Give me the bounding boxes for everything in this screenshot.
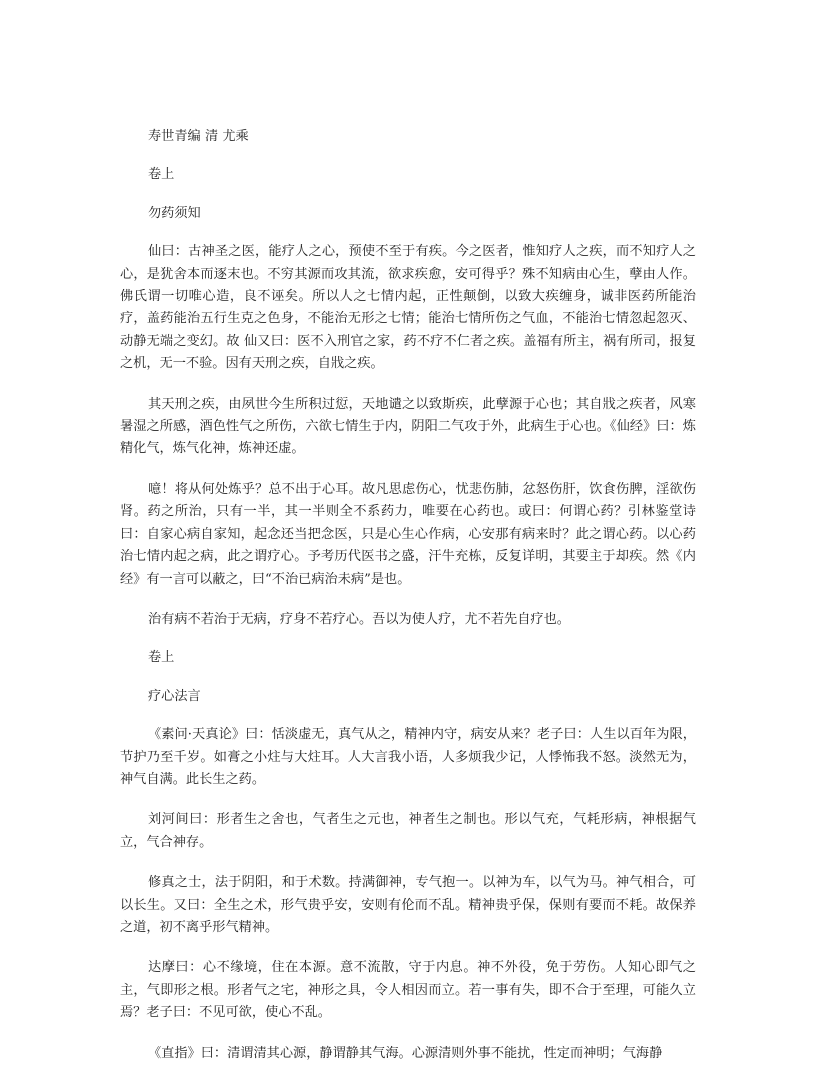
document-page <box>120 126 696 1065</box>
paragraph: 达摩曰：心不缘境，住在本源。意不流散，守于内息。神不外役，免于劳伤。人知心即气之主，气即形之根。形者气之宅，神形之具，令人相因而立。若一事有失，即不合于至理，可能久立焉？老子曰：不见可欲，使心不乱。 <box>120 960 696 1021</box>
section-heading: 勿药须知 <box>148 205 201 221</box>
paragraph: 仙曰：古神圣之医，能疗人之心，预使不至于有疾。今之医者，惟知疗人之疾，而不知疗人之心，是犹舍本而逐末也。不穷其源而攻其流，欲求疾愈，安可得乎？殊不知病由心生，孽由人作。佛氏谓一切唯心造，良不诬矣。所以人之七情内起，正性颠倒，以致大疾缠身，诚非医药所能治疗，盖药能治五行生克之色身，不能治无形之七情；能治七情所伤之气血，不能治七情忽起忽灭、动静无端之变幻。故 仙又曰：医不入刑官之家，药不疗不仁者之疾。盖福有所主，祸有所司，报复之机，无一不验。因有天刑之疾，自戕之疾。 <box>120 244 696 372</box>
paragraph: 《素问·天真论》曰：恬淡虚无，真气从之，精神内守，病安从来？老子曰：人生以百年为限，节护乃至千岁。如膏之小炷与大炷耳。人大言我小语，人多烦我少记，人悸怖我不怒。淡然无为，神气自满。此长生之药。 <box>120 727 696 787</box>
paragraph: 刘河间曰：形者生之舍也，气者生之元也，神者生之制也。形以气充，气耗形病，神根据气立，气合神存。 <box>120 812 696 850</box>
section-heading: 疗心法言 <box>148 688 201 704</box>
paragraph: 《直指》曰：清谓清其心源，静谓静其气海。心源清则外事不能扰，性定而神明；气海静 <box>148 1045 663 1061</box>
volume-heading: 卷上 <box>148 167 175 183</box>
paragraph: 噫！将从何处炼乎？总不出于心耳。故凡思虑伤心，忧悲伤肺，忿怒伤肝，饮食伤脾，淫欲伤肾。药之所治，只有一半，其一半则全不系药力，唯要在心药也。或曰：何谓心药？引林鉴堂诗曰：自家心病自家知，起念还当把念医，只是心生心作病，心安那有病来时？此之谓心药。以心药治七情内起之病，此之谓疗心。予考历代医书之盛，汗牛充栋，反复详明，其要主于却疾。然《内经》有一言可以蔽之，曰“不治已病治未病”是也。 <box>120 481 696 587</box>
book-title-line: 寿世青编 清 尤乘 <box>148 129 249 144</box>
paragraph: 修真之士，法于阴阳，和于术数。持满御神，专气抱一。以神为车，以气为马。神气相合，可以长生。又曰：全生之术，形气贵乎安，安则有伦而不乱。精神贵乎保，保则有要而不耗。故保养之道，初不离乎形气精神。 <box>120 875 696 935</box>
paragraph: 治有病不若治于无病，疗身不若疗心。吾以为使人疗，尤不若先自疗也。 <box>148 611 570 627</box>
volume-heading: 卷上 <box>148 650 175 666</box>
paragraph: 其天刑之疾，由夙世今生所积过愆，天地谴之以致斯疾，此孽源于心也；其自戕之疾者，风寒暑湿之所感，酒色性气之所伤，六欲七情生于内，阴阳二气攻于外，此病生于心也。《仙经》曰：炼精化气，炼气化神，炼神还虚。 <box>120 396 696 457</box>
